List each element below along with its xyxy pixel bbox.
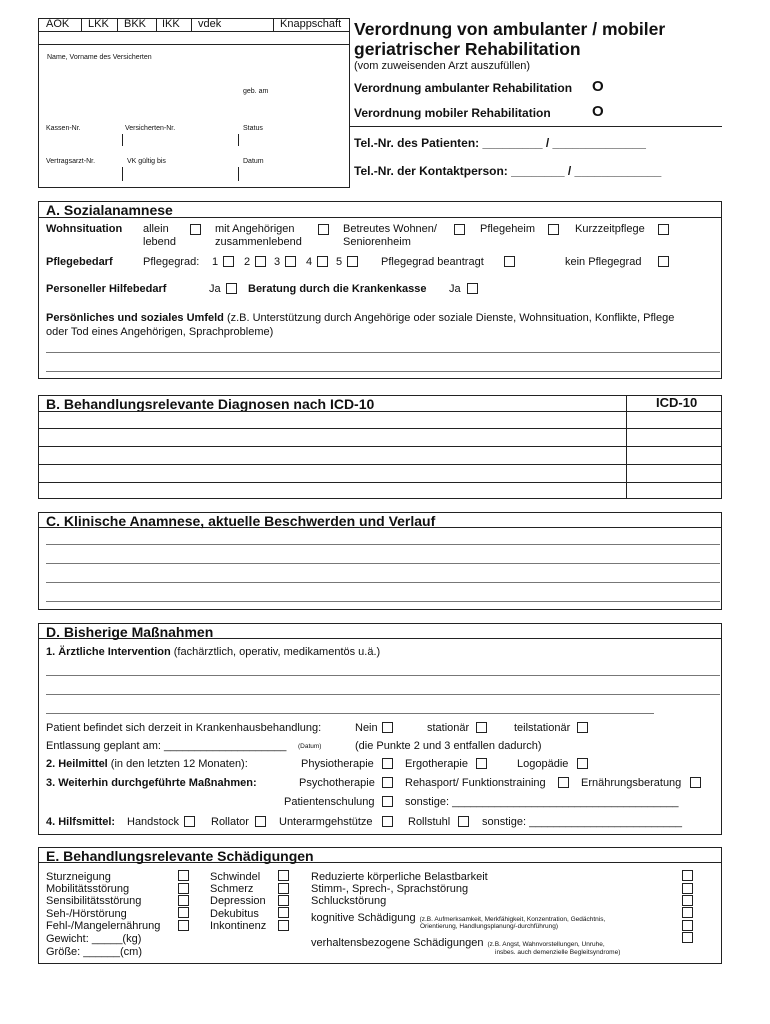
kurzzeitpflege-checkbox[interactable] (658, 224, 669, 235)
grade-4-checkbox[interactable] (317, 256, 328, 267)
anamnese-line-2[interactable] (46, 563, 720, 564)
angehoerige-checkbox[interactable] (318, 224, 329, 235)
logo-checkbox[interactable] (577, 758, 588, 769)
personeller-ja-checkbox[interactable] (226, 283, 237, 294)
physio-checkbox[interactable] (382, 758, 393, 769)
beratung-ja-label: Ja (449, 283, 461, 295)
heilmittel-bold: 2. Heilmittel (46, 758, 108, 770)
rollator-checkbox[interactable] (255, 816, 266, 827)
section-c-title: C. Klinische Anamnese, aktuelle Beschwerden und Verlauf (46, 513, 436, 529)
versicherten-nr-label: Versicherten-Nr. (125, 125, 176, 132)
betreutes-label-1: Betreutes Wohnen/ (343, 223, 437, 235)
grade-4-label: 4 (306, 256, 313, 268)
nein-checkbox[interactable] (382, 722, 393, 733)
schaedigung-belastbarkeit-label: Reduzierte körperliche Belastbarkeit (311, 871, 488, 883)
allein-label-2: lebend (143, 236, 177, 248)
umfeld-text (46, 313, 674, 324)
schaedigung-mobilitaet-label: Mobilitätsstörung (46, 883, 130, 895)
rollator-label: Rollator (211, 816, 249, 828)
birth-label: geb. am (243, 88, 269, 95)
uag-label: Unterarmgehstütze (279, 816, 373, 828)
section-e-title: E. Behandlungsrelevante Schädigungen (46, 848, 314, 864)
diagnosis-row-1[interactable] (38, 428, 722, 429)
beratung-ja-checkbox[interactable] (467, 283, 478, 294)
verhalten-detail-1: (z.B. Angst, Wahnvorstellungen, Unruhe, (487, 941, 605, 948)
kein-pflegegrad-checkbox[interactable] (658, 256, 669, 267)
teilstationaer-label: teilstationär (514, 722, 571, 734)
schulung-checkbox[interactable] (382, 796, 393, 807)
umfeld-rest: (z.B. Unterstützung durch Angehörige oder soziale Dienste, Wohnsituation, Konflikte, Pflege (223, 312, 675, 324)
schaedigung-depression-label: Depression (210, 895, 266, 907)
umfeld-bold: Persönliches und soziales Umfeld (46, 312, 224, 324)
intervention-line-2[interactable] (46, 694, 720, 695)
form-title-line1: Verordnung von ambulanter / mobiler (354, 19, 666, 39)
grade-5-checkbox[interactable] (347, 256, 358, 267)
insurer-bkk[interactable]: BKK (124, 18, 147, 30)
anamnese-line-3[interactable] (46, 582, 720, 583)
form-title-line2: geriatrischer Rehabilitation (354, 39, 581, 59)
hilfsmittel-label: 4. Hilfsmittel: (46, 816, 116, 828)
schaedigung-sehhoer-label: Seh-/Hörstörung (46, 908, 127, 920)
handstock-label: Handstock (127, 816, 179, 828)
schaedigung-schmerz-label: Schmerz (210, 883, 254, 895)
schaedigung-depression-checkbox[interactable] (278, 895, 289, 906)
grade-3-label: 3 (274, 256, 281, 268)
heilmittel-label (46, 759, 248, 770)
allein-label-1: allein (143, 223, 169, 235)
kassen-nr-label: Kassen-Nr. (46, 125, 81, 132)
betreutes-checkbox[interactable] (454, 224, 465, 235)
stationaer-label: stationär (427, 722, 470, 734)
beantragt-label: Pflegegrad beantragt (381, 256, 484, 268)
insurer-lkk[interactable]: LKK (88, 18, 109, 30)
grade-2-label: 2 (244, 256, 251, 268)
verhalten-text: verhaltensbezogene Schädigungen (311, 937, 484, 949)
schaedigung-inkontinenz-checkbox[interactable] (278, 920, 289, 931)
diagnosis-row-2[interactable] (38, 446, 722, 447)
schaedigung-sehhoer-checkbox[interactable] (178, 907, 189, 918)
insurer-knappschaft[interactable]: Knappschaft (280, 18, 342, 30)
schaedigung-kognitiv-checkbox-2[interactable] (682, 920, 693, 931)
personeller-ja-label: Ja (209, 283, 221, 295)
option-mobil-label: Verordnung mobiler Rehabilitation (354, 106, 551, 120)
schaedigung-verhalten-checkbox[interactable] (682, 932, 693, 943)
section-d-title: D. Bisherige Maßnahmen (46, 624, 214, 640)
vertragsarzt-nr-label: Vertragsarzt-Nr. (46, 158, 96, 165)
kognitiv-detail-2: Orientierung, Handlungsplanung/-durchführung) (420, 923, 559, 930)
sonstige-hilfsmittel-field[interactable]: sonstige: _________________________ (482, 816, 683, 828)
entlassung-datum-label: (Datum) (298, 743, 322, 750)
schaedigung-sprache-label: Stimm-, Sprech-, Sprachstörung (311, 883, 469, 895)
gewicht-field[interactable]: Gewicht: _____(kg) (46, 933, 142, 945)
schaedigung-schluck-checkbox[interactable] (682, 895, 693, 906)
status-label: Status (243, 125, 263, 132)
schulung-label: Patientenschulung (284, 796, 375, 808)
diagnosis-row-4[interactable] (38, 482, 722, 483)
insurer-vdek[interactable]: vdek (198, 18, 222, 30)
schaedigung-schwindel-label: Schwindel (210, 871, 261, 883)
pflegeheim-label: Pflegeheim (480, 223, 536, 235)
schaedigung-schmerz-checkbox[interactable] (278, 883, 289, 894)
betreutes-label-2: Seniorenheim (343, 236, 411, 248)
arzt-intervention (46, 647, 380, 658)
grade-2-checkbox[interactable] (255, 256, 266, 267)
tel-contact-field[interactable]: Tel.-Nr. der Kontaktperson: ________ / _____________ (354, 164, 662, 178)
datum-label: Datum (243, 158, 264, 165)
schaedigung-dekubitus-label: Dekubitus (210, 908, 259, 920)
schaedigung-dekubitus-checkbox[interactable] (278, 907, 289, 918)
option-ambulant-label: Verordnung ambulanter Rehabilitation (354, 81, 573, 95)
schaedigung-verhalten-label (311, 934, 605, 950)
verhalten-detail-2: insbes. auch demenzielle Begleitsyndrome) (495, 949, 621, 956)
umfeld-input-line-2[interactable] (46, 371, 720, 372)
anamnese-line-1[interactable] (46, 544, 720, 545)
grade-1-checkbox[interactable] (223, 256, 234, 267)
logo-label: Logopädie (517, 758, 569, 770)
schaedigung-sturz-checkbox[interactable] (178, 870, 189, 881)
handstock-checkbox[interactable] (184, 816, 195, 827)
ergo-checkbox[interactable] (476, 758, 487, 769)
icd-header: ICD-10 (656, 395, 698, 410)
grade-5-label: 5 (336, 256, 343, 268)
arzt-intervention-bold: 1. Ärztliche Intervention (46, 646, 171, 658)
angehoerige-label-1: mit Angehörigen (215, 223, 295, 235)
schaedigung-mobilitaet-checkbox[interactable] (178, 883, 189, 894)
ergo-label: Ergotherapie (405, 758, 468, 770)
option-mobil-radio[interactable]: O (592, 103, 604, 120)
schaedigung-ernaehrung-checkbox[interactable] (178, 920, 189, 931)
pflegebedarf-label: Pflegebedarf (46, 256, 113, 268)
schaedigung-sensibilitaet-label: Sensibilitätsstörung (46, 895, 142, 907)
teilstationaer-checkbox[interactable] (577, 722, 588, 733)
allein-checkbox[interactable] (190, 224, 201, 235)
groesse-field[interactable]: Größe: ______(cm) (46, 946, 142, 958)
ernaehrung-label: Ernährungsberatung (581, 777, 682, 789)
wohnsituation-label: Wohnsituation (46, 223, 123, 235)
personeller-label: Personeller Hilfebedarf (46, 283, 167, 295)
anamnese-line-4[interactable] (46, 601, 720, 602)
rollstuhl-label: Rollstuhl (408, 816, 451, 828)
weiterhin-label: 3. Weiterhin durchgeführte Maßnahmen: (46, 777, 257, 789)
vk-gueltig-label: VK gültig bis (127, 158, 166, 165)
section-b-title: B. Behandlungsrelevante Diagnosen nach ICD-10 (46, 396, 375, 412)
entlassung-field[interactable]: Entlassung geplant am: ____________________ (46, 740, 287, 752)
grade-3-checkbox[interactable] (285, 256, 296, 267)
intervention-line-1[interactable] (46, 675, 720, 676)
kurzzeitpflege-label: Kurzzeitpflege (575, 223, 645, 235)
arzt-intervention-rest: (fachärztlich, operativ, medikamentös u.ä.) (170, 646, 381, 658)
angehoerige-label-2: zusammenlebend (215, 236, 302, 248)
psycho-checkbox[interactable] (382, 777, 393, 788)
schaedigung-sprache-checkbox[interactable] (682, 883, 693, 894)
kh-label: Patient befindet sich derzeit in Krankenhausbehandlung: (46, 722, 322, 734)
stationaer-checkbox[interactable] (476, 722, 487, 733)
schaedigung-inkontinenz-label: Inkontinenz (210, 920, 267, 932)
beratung-label: Beratung durch die Krankenkasse (248, 283, 427, 295)
schaedigung-schwindel-checkbox[interactable] (278, 870, 289, 881)
tel-patient-field[interactable]: Tel.-Nr. des Patienten: _________ / ______________ (354, 136, 646, 150)
name-label: Name, Vorname des Versicherten (47, 54, 152, 61)
kein-pflegegrad-label: kein Pflegegrad (565, 256, 642, 268)
grade-1-label: 1 (212, 256, 219, 268)
schaedigung-sturz-label: Sturzneigung (46, 871, 111, 883)
kognitiv-detail-1: (z.B. Aufmerksamkeit, Merkfähigkeit, Konzentration, Gedächtnis, (419, 916, 606, 923)
entfallen-note: (die Punkte 2 und 3 entfallen dadurch) (355, 740, 542, 752)
schaedigung-kognitiv-checkbox[interactable] (682, 907, 693, 918)
physio-label: Physiotherapie (301, 758, 374, 770)
ernaehrung-checkbox[interactable] (690, 777, 701, 788)
intervention-line-3[interactable] (46, 713, 654, 714)
schaedigung-sensibilitaet-checkbox[interactable] (178, 895, 189, 906)
uag-checkbox[interactable] (382, 816, 393, 827)
beantragt-checkbox[interactable] (504, 256, 515, 267)
rollstuhl-checkbox[interactable] (458, 816, 469, 827)
psycho-label: Psychotherapie (299, 777, 375, 789)
schaedigung-belastbarkeit-checkbox[interactable] (682, 870, 693, 881)
nein-label: Nein (355, 722, 378, 734)
rehasport-checkbox[interactable] (558, 777, 569, 788)
heilmittel-rest: (in den letzten 12 Monaten): (107, 758, 248, 770)
insurer-ikk[interactable]: IKK (162, 18, 180, 30)
umfeld-text-line2: oder Tod eines Angehörigen, Sprachprobleme) (46, 326, 274, 338)
form-subtitle: (vom zuweisenden Arzt auszufüllen) (354, 60, 531, 72)
schaedigung-schluck-label: Schluckstörung (311, 895, 387, 907)
kognitiv-text: kognitive Schädigung (311, 912, 416, 924)
insurer-aok[interactable]: AOK (46, 18, 70, 30)
option-ambulant-radio[interactable]: O (592, 78, 604, 95)
pflegeheim-checkbox[interactable] (548, 224, 559, 235)
pflegegrad-label: Pflegegrad: (143, 256, 200, 268)
rehasport-label: Rehasport/ Funktionstraining (405, 777, 546, 789)
diagnosis-row-3[interactable] (38, 464, 722, 465)
sonstige-massnahmen-field[interactable]: sonstige: _____________________________________ (405, 796, 679, 808)
schaedigung-ernaehrung-label: Fehl-/Mangelernährung (46, 920, 161, 932)
umfeld-input-line-1[interactable] (46, 352, 720, 353)
section-a-title: A. Sozialanamnese (46, 202, 173, 218)
